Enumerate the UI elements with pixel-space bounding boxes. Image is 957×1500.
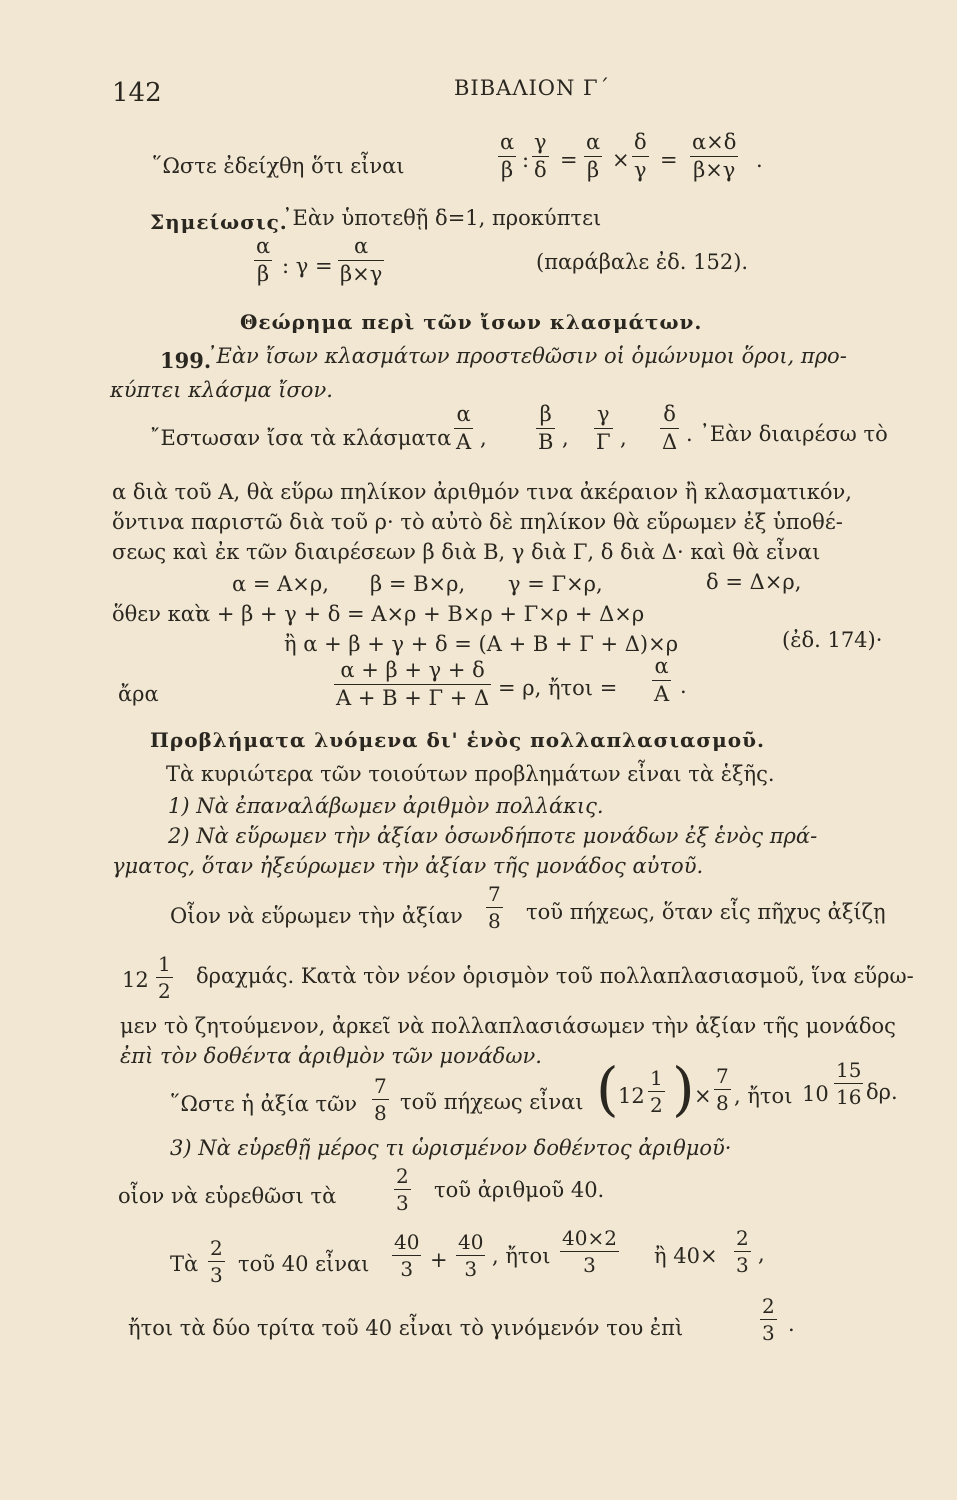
frac-a-A-2: $\frac{\alpha}{A}$ bbox=[654, 654, 670, 706]
calc-e: ἢ 40× bbox=[654, 1244, 718, 1268]
problem-2-b: γματος, ὅταν ἠξεύρωμεν τὴν ἀξίαν τῆς μονάδος αὐτοῦ. bbox=[112, 854, 704, 878]
eq-b: β = Β×ρ, bbox=[370, 572, 466, 596]
problem-2-a: 2) Νὰ εὕρωμεν τὴν ἀξίαν ὁσωνδήποτε μονάδων ἐξ ἑνὸς πρά- bbox=[168, 824, 818, 848]
theorem-title: Θεώρημα περὶ τῶν ἴσων κλασμάτων. bbox=[240, 310, 703, 334]
calc-mid: τοῦ 40 εἶναι bbox=[238, 1252, 370, 1276]
frac-d-g: $\frac{\delta}{\gamma}$ bbox=[634, 130, 647, 182]
sum-line-2: ἢ α + β + γ + δ = (Α + Β + Γ + Δ)×ρ bbox=[284, 632, 679, 656]
frac-d-D: $\frac{\delta}{\Delta}$ bbox=[662, 402, 678, 454]
problem-3-example-tail: τοῦ ἀριθμοῦ 40. bbox=[434, 1178, 605, 1202]
result-whole-12: 12 bbox=[618, 1084, 645, 1108]
frac-2-3-d: $\frac{2}{3}$ bbox=[762, 1294, 775, 1345]
plus-op: + bbox=[430, 1248, 448, 1272]
period-3: . bbox=[788, 1312, 795, 1336]
ara: ἄρα bbox=[118, 682, 159, 706]
problem-1: 1) Νὰ ἐπαναλάβωμεν ἀριθμὸν πολλάκις. bbox=[168, 794, 604, 818]
times-op-2: × bbox=[694, 1084, 712, 1108]
colon-op: : bbox=[522, 148, 530, 172]
result-etoi: , ἤτοι bbox=[734, 1084, 793, 1108]
example-1b-line-3: ἐπὶ τὸν δοθέντα ἀριθμὸν τῶν μονάδων. bbox=[120, 1044, 542, 1068]
problem-3-example-lead: οἷον νὰ εὑρεθῶσι τὰ bbox=[118, 1184, 337, 1208]
page-number: 142 bbox=[112, 78, 162, 108]
remark-label: Σημείωσις. bbox=[150, 210, 288, 234]
reference-152: (παράβαλε ἐδ. 152). bbox=[536, 250, 749, 274]
theorem-statement-2: κύπτει κλάσμα ἴσον. bbox=[110, 378, 333, 402]
frac-2-3: $\frac{2}{3}$ bbox=[396, 1164, 409, 1215]
eq-g: γ = Γ×ρ, bbox=[508, 572, 603, 596]
running-title: ΒΙΒΑΛΙΟΝ Γ΄ bbox=[454, 76, 611, 100]
eq-rho: = ρ, ἤτοι = bbox=[498, 676, 618, 700]
frac-1-2: $\frac{1}{2}$ bbox=[158, 952, 171, 1003]
para-line-3: σεως καὶ ἐκ τῶν διαιρέσεων β διὰ Β, γ διὰ Γ, δ διὰ Δ· καὶ θὰ εἶναι bbox=[112, 540, 821, 564]
theorem-number: 199. bbox=[160, 348, 212, 373]
frac-7-8-c: $\frac{7}{8}$ bbox=[716, 1064, 729, 1115]
comma-2: , bbox=[562, 426, 569, 450]
frac-ad-bg: $\frac{\alpha\times\delta}{\beta\times\gamma}$ bbox=[692, 130, 737, 182]
frac-g-G: $\frac{\gamma}{\Gamma}$ bbox=[596, 402, 611, 454]
result-whole-10: 10 bbox=[802, 1082, 829, 1106]
eq-a: α = Α×ρ, bbox=[232, 572, 329, 596]
drachma-unit: δρ. bbox=[866, 1080, 898, 1104]
comma-1: , bbox=[480, 426, 487, 450]
example-1b-tail: δραχμάς. Κατὰ τὸν νέον ὁρισμὸν τοῦ πολλαπλασιασμοῦ, ἵνα εὕρω- bbox=[196, 964, 914, 988]
result-1-lead: ῞Ωστε ἡ ἀξία τῶν bbox=[170, 1092, 358, 1116]
frac-1-2-b: $\frac{1}{2}$ bbox=[650, 1066, 663, 1117]
frac-7-8: $\frac{7}{8}$ bbox=[488, 882, 501, 933]
frac-a-b: $\frac{\alpha}{\beta}$ bbox=[500, 130, 515, 182]
frac-40-3: $\frac{40}{3}$ bbox=[394, 1230, 420, 1281]
equals-2: = bbox=[660, 148, 678, 172]
right-paren: ) bbox=[672, 1055, 695, 1123]
line3-mid: : γ = bbox=[282, 254, 333, 278]
example-1-tail: τοῦ πήχεως, ὅταν εἷς πῆχυς ἀξίζῃ bbox=[526, 900, 886, 924]
frac-a-b-2: $\frac{\alpha}{\beta}$ bbox=[586, 130, 601, 182]
example-1-lead: Οἷον νὰ εὕρωμεν τὴν ἀξίαν bbox=[170, 904, 463, 928]
frac-sum: $\frac{\alpha + \beta + \gamma + \delta}{A + B + \Gamma + \Delta}$ bbox=[336, 658, 490, 710]
final-line: ἤτοι τὰ δύο τρίτα τοῦ 40 εἶναι τὸ γινόμενόν του ἐπὶ bbox=[128, 1316, 684, 1340]
frac-a-b-3: $\frac{\alpha}{\beta}$ bbox=[256, 234, 271, 286]
frac-15-16: $\frac{15}{16}$ bbox=[836, 1058, 862, 1109]
period-2: . bbox=[680, 674, 687, 698]
sum-line-1: α + β + γ + δ = Α×ρ + Β×ρ + Γ×ρ + Δ×ρ bbox=[196, 602, 645, 626]
example-1b-whole: 12 bbox=[122, 968, 149, 992]
calc-ta: Τὰ bbox=[170, 1252, 199, 1276]
frac-b-B: $\frac{\beta}{B}$ bbox=[538, 402, 554, 454]
eq-d: δ = Δ×ρ, bbox=[706, 570, 802, 594]
frac-7-8-b: $\frac{7}{8}$ bbox=[374, 1074, 387, 1125]
fractions-tail: . ᾿Εὰν διαιρέσω τὸ bbox=[686, 422, 888, 446]
frac-40-3-b: $\frac{40}{3}$ bbox=[458, 1230, 484, 1281]
problem-3: 3) Νὰ εὑρεθῇ μέρος τι ὡρισμένον δοθέντος ἀριθμοῦ· bbox=[170, 1136, 732, 1160]
comma-3: , bbox=[620, 426, 627, 450]
sum-lead: ὅθεν καὶ bbox=[112, 602, 204, 626]
fractions-lead: ῎Εστωσαν ἴσα τὰ κλάσματα bbox=[150, 426, 452, 450]
frac-g-d: $\frac{\gamma}{\delta}$ bbox=[534, 130, 547, 182]
para-line-2: ὅντινα παριστῶ διὰ τοῦ ρ· τὸ αὐτὸ δὲ πηλίκον θὰ εὕρωμεν ἐξ ὑποθέ- bbox=[112, 510, 843, 534]
frac-2-3-c: $\frac{2}{3}$ bbox=[736, 1226, 749, 1277]
frac-40x2-3: $\frac{40\times 2}{3}$ bbox=[562, 1226, 617, 1277]
para-line-1: α διὰ τοῦ Α, θὰ εὕρω πηλίκον ἀριθμόν τινα ἀκέραιον ἢ κλασματικόν, bbox=[112, 480, 852, 504]
times-op: × bbox=[612, 148, 630, 172]
example-1b-line-2: μεν τὸ ζητούμενον, ἀρκεῖ νὰ πολλαπλασιάσωμεν τὴν ἀξίαν τῆς μονάδος bbox=[120, 1014, 896, 1038]
frac-a-bg: $\frac{\alpha}{\beta\times\gamma}$ bbox=[340, 234, 383, 286]
problems-intro: Τὰ κυριώτερα τῶν τοιούτων προβλημάτων εἶναι τὰ ἑξῆς. bbox=[166, 762, 775, 786]
frac-2-3-b: $\frac{2}{3}$ bbox=[210, 1236, 223, 1287]
calc-etoi: , ἤτοι bbox=[492, 1244, 551, 1268]
remark-text: ᾿Εὰν ὑποτεθῇ δ=1, προκύπτει bbox=[282, 206, 602, 230]
line1-text: ῞Ωστε ἐδείχθη ὅτι εἶναι bbox=[152, 154, 405, 178]
period: . bbox=[756, 148, 763, 172]
sum-ref-174: (ἐδ. 174)· bbox=[782, 628, 883, 652]
comma-4: , bbox=[758, 1242, 765, 1266]
problems-title: Προβλήματα λυόμενα δι' ἑνὸς πολλαπλασιασμοῦ. bbox=[150, 728, 765, 752]
equals-1: = bbox=[560, 148, 578, 172]
frac-a-A: $\frac{\alpha}{A}$ bbox=[456, 402, 472, 454]
result-1-mid: τοῦ πήχεως εἶναι bbox=[400, 1090, 584, 1114]
theorem-statement-1: ᾿Εὰν ἴσων κλασμάτων προστεθῶσιν οἱ ὁμώνυμοι ὅροι, προ- bbox=[206, 344, 847, 368]
left-paren: ( bbox=[596, 1055, 619, 1123]
